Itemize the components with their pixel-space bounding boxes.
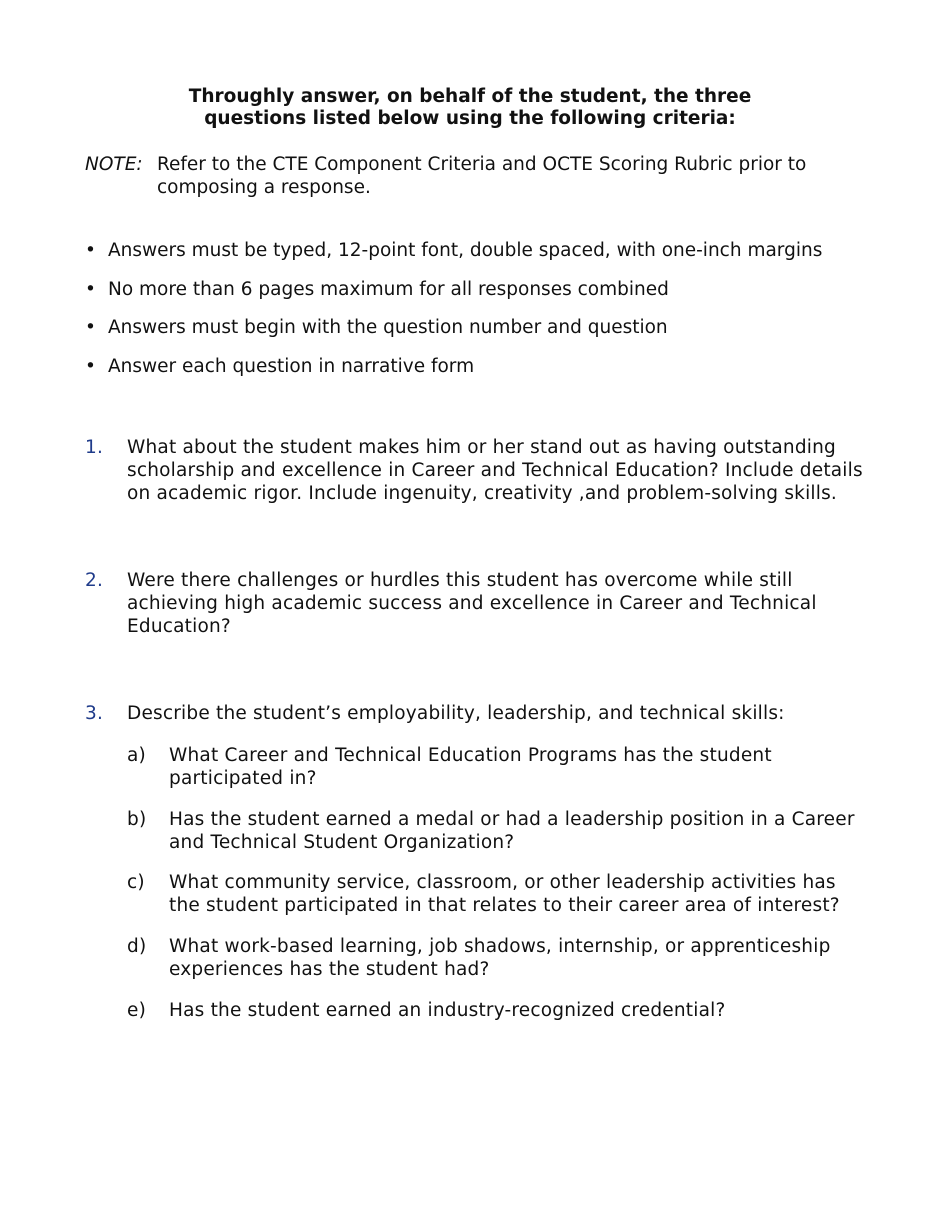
note-text: Refer to the CTE Component Criteria and OCTE Scoring Rubric prior to composing a response. bbox=[157, 154, 807, 198]
subquestion-text: What work-based learning, job shadows, internship, or apprenticeship experiences has the student had? bbox=[169, 936, 831, 980]
subquestion-text: Has the student earned an industry-recognized credential? bbox=[169, 1000, 726, 1021]
criteria-text: Answers must begin with the question number and question bbox=[108, 317, 668, 338]
subquestion-letter: c) bbox=[127, 872, 145, 893]
instructions-heading bbox=[0, 86, 940, 130]
criteria-text: No more than 6 pages maximum for all responses combined bbox=[108, 278, 669, 300]
question-number: 1. bbox=[85, 437, 104, 458]
question-number: 3. bbox=[85, 703, 104, 724]
bullet-icon: • bbox=[85, 317, 96, 338]
criteria-item bbox=[85, 279, 885, 301]
subquestion-letter: e) bbox=[127, 1000, 146, 1021]
criteria-item bbox=[85, 240, 885, 262]
heading-line-2: questions listed below using the following criteria: bbox=[204, 108, 736, 129]
question-number: 2. bbox=[85, 570, 104, 591]
criteria-item bbox=[85, 317, 885, 339]
subquestion-letter: b) bbox=[127, 809, 147, 830]
question-text: Were there challenges or hurdles this student has overcome while still achieving high academic success and excellence in Career and Technical Education? bbox=[127, 570, 817, 637]
heading-line-1: Throughly answer, on behalf of the student, the three bbox=[188, 86, 752, 107]
question-text: Describe the student’s employability, leadership, and technical skills: bbox=[127, 703, 785, 724]
question-text: What about the student makes him or her stand out as having outstanding scholarship and excellence in Career and Technical Education? Include details on academic rigor. Include ingenuity, creativity ,and problem-solving skills. bbox=[127, 437, 863, 504]
note-label: NOTE: bbox=[85, 154, 143, 175]
bullet-icon: • bbox=[85, 240, 96, 261]
subquestion-text: What Career and Technical Education Programs has the student participated in? bbox=[169, 745, 772, 789]
bullet-icon: • bbox=[85, 278, 96, 300]
criteria-text: Answer each question in narrative form bbox=[108, 355, 475, 377]
subquestion-text: What community service, classroom, or other leadership activities has the student participated in that relates to their career area of interest? bbox=[169, 872, 840, 916]
bullet-icon: • bbox=[85, 355, 96, 377]
criteria-text: Answers must be typed, 12-point font, double spaced, with one-inch margins bbox=[108, 240, 823, 261]
subquestion-text: Has the student earned a medal or had a leadership position in a Career and Technical Student Organization? bbox=[169, 809, 855, 853]
subquestion-letter: a) bbox=[127, 745, 146, 766]
criteria-list bbox=[85, 240, 885, 394]
subquestion-letter: d) bbox=[127, 936, 147, 957]
criteria-item bbox=[85, 356, 885, 378]
